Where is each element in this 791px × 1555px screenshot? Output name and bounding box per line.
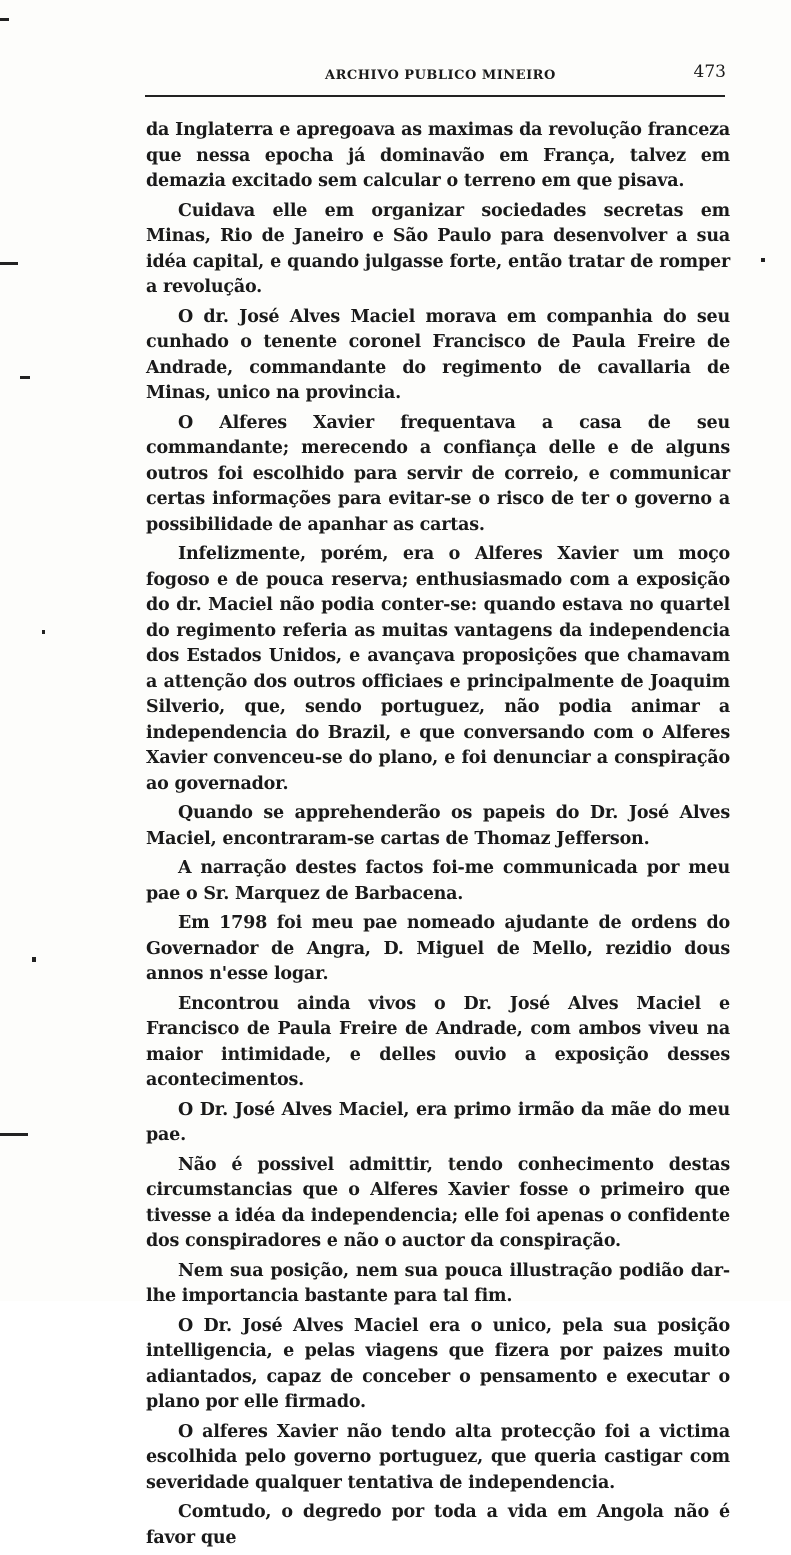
paragraph: Nem sua posição, nem sua pouca illustração podião dar-lhe importancia bastante para tal fim. [146, 1260, 730, 1306]
page-number: 473 [693, 62, 726, 82]
running-header [145, 62, 730, 90]
scan-mark [32, 957, 36, 962]
paragraph: O dr. José Alves Maciel morava em companhia do seu cunhado o tenente coronel Francisco de Paula Freire de Andrade, commandante do regimento de cavallaria de Minas, unico na provincia. [146, 306, 730, 403]
scan-mark [42, 630, 45, 634]
paragraph: Não é possivel admittir, tendo conhecimento destas circumstancias que o Alferes Xavier fosse o primeiro que tivesse a idéa da independencia; elle foi apenas o confidente dos conspiradores e não o auctor da conspiração. [146, 1154, 730, 1251]
paragraph: O Dr. José Alves Maciel, era primo irmão da mãe do meu pae. [146, 1099, 730, 1145]
paragraph: A narração destes factos foi-me communicada por meu pae o Sr. Marquez de Barbacena. [146, 858, 730, 904]
paragraph: Em 1798 foi meu pae nomeado ajudante de ordens do Governador de Angra, D. Miguel de Mello, rezidio dous annos n'esse logar. [146, 913, 730, 984]
scan-mark [761, 258, 765, 262]
paragraph: O Dr. José Alves Maciel era o unico, pela sua posição intelligencia, e pelas viagens que fizera por paizes muito adiantados, capaz de conceber o pensamento e executar o plano por elle firmado. [146, 1315, 730, 1412]
header-rule [145, 95, 725, 97]
scan-mark [0, 1133, 28, 1136]
paragraph: Cuidava elle em organizar sociedades secretas em Minas, Rio de Janeiro e São Paulo para desenvolver a sua idéa capital, e quando julgasse forte, então tratar de romper a revolução. [146, 200, 730, 297]
paragraph: O alferes Xavier não tendo alta protecção foi a victima escolhida pelo governo portuguez, que queria castigar com severidade qualquer tentativa de independencia. [146, 1421, 730, 1493]
scan-mark [20, 376, 30, 379]
body-text [146, 118, 730, 1555]
scan-mark [0, 18, 9, 21]
paragraph: O Alferes Xavier frequentava a casa de seu commandante; merecendo a confiança delle e de alguns outros foi escolhido para servir de correio, e communicar certas informações para evitar-se o risco de ter o governo a possibilidade de apanhar as cartas. [146, 412, 730, 535]
paragraph: Encontrou ainda vivos o Dr. José Alves Maciel e Francisco de Paula Freire de Andrade, com ambos viveu na maior intimidade, e delles ouvio a exposição desses acontecimentos. [146, 993, 730, 1090]
paragraph: Comtudo, o degredo por toda a vida em Angola não é favor que [146, 1502, 730, 1548]
paragraph: Quando se apprehenderão os papeis do Dr. José Alves Maciel, encontraram-se cartas de Thomaz Jefferson. [146, 803, 730, 849]
paragraph: da Inglaterra e apregoava as maximas da revolução franceza que nessa epocha já dominavão em França, talvez em demazia excitado sem calcular o terreno em que pisava. [146, 120, 730, 191]
header-title: ARCHIVO PUBLICO MINEIRO [325, 68, 556, 83]
paragraph: Infelizmente, porém, era o Alferes Xavier um moço fogoso e de pouca reserva; enthusiasmado com a exposição do dr. Maciel não podia conter-se: quando estava no quartel do regimento referia as muitas vantagens da independencia dos Estados Unidos, e avançava proposições que chamavam a attenção dos outros officiaes e principalmente de Joaquim Silverio, que, sendo portuguez, não podia animar a independencia do Brazil, e que conversando com o Alferes Xavier convenceu-se do plano, e foi denunciar a conspiração ao governador. [146, 544, 730, 794]
scan-mark [0, 262, 18, 265]
